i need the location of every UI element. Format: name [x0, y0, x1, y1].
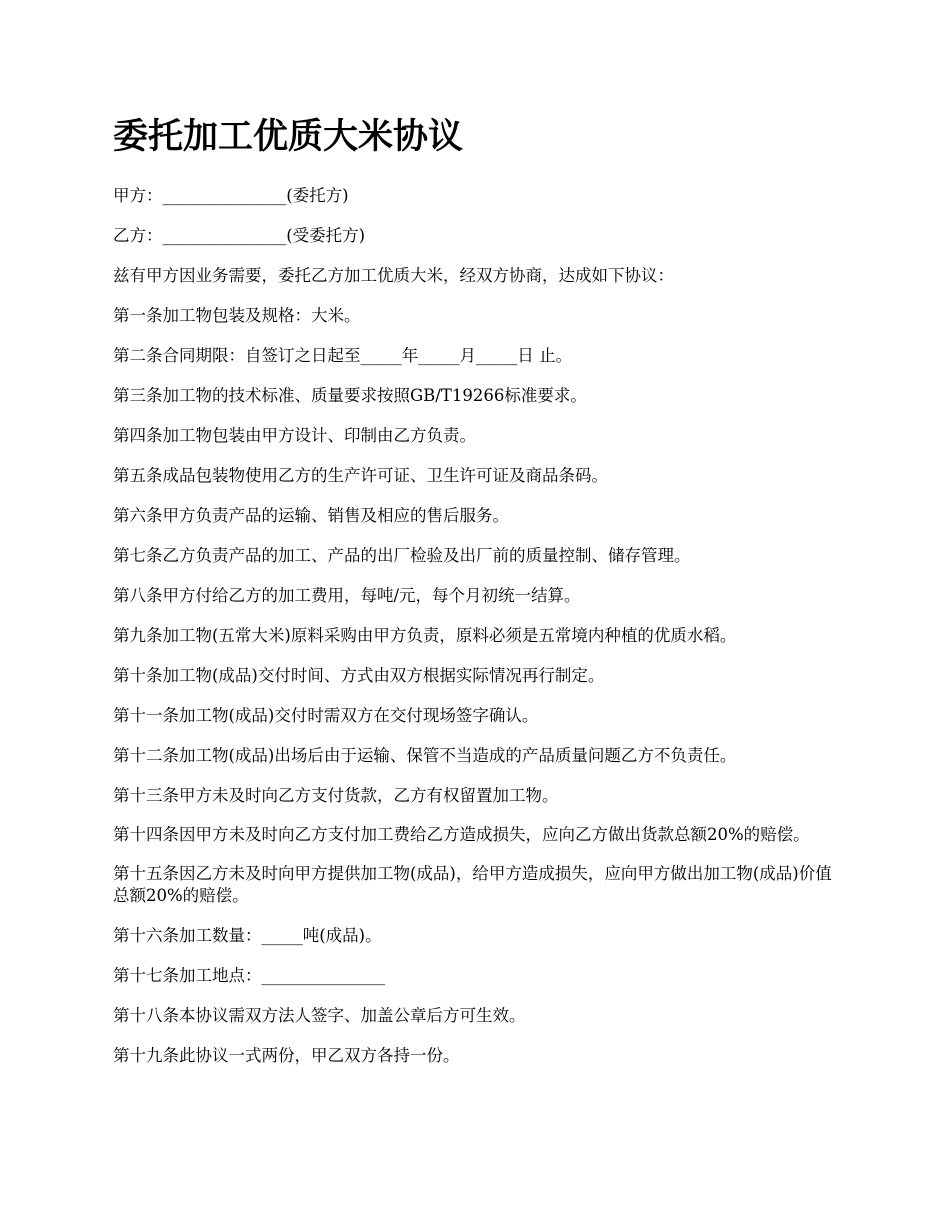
- article-9: 第九条加工物(五常大米)原料采购由甲方负责，原料必须是五常境内种植的优质水稻。: [113, 626, 737, 645]
- article-19: 第十九条此协议一式两份，甲乙双方各持一份。: [113, 1046, 460, 1065]
- party-a-line: 甲方：_______________(委托方): [113, 186, 349, 205]
- party-b-line: 乙方：_______________(受委托方): [113, 226, 366, 245]
- document-title: 委托加工优质大米协议: [113, 116, 464, 157]
- article-7: 第七条乙方负责产品的加工、产品的出厂检验及出厂前的质量控制、储存管理。: [113, 546, 691, 565]
- article-8: 第八条甲方付给乙方的加工费用，每吨/元，每个月初统一结算。: [113, 586, 581, 605]
- article-2: 第二条合同期限：自签订之日起至_____年_____月_____日 止。: [113, 346, 572, 365]
- article-16: 第十六条加工数量：_____吨(成品)。: [113, 926, 382, 945]
- document-page: [113, 112, 838, 1084]
- preamble: 兹有甲方因业务需要，委托乙方加工优质大米，经双方协商，达成如下协议：: [113, 266, 674, 285]
- article-17: 第十七条加工地点：_______________: [113, 966, 386, 985]
- article-18: 第十八条本协议需双方法人签字、加盖公章后方可生效。: [113, 1006, 526, 1025]
- article-12: 第十二条加工物(成品)出场后由于运输、保管不当造成的产品质量问题乙方不负责任。: [113, 746, 737, 765]
- article-3: 第三条加工物的技术标准、质量要求按照GB/T19266标准要求。: [113, 386, 587, 405]
- article-5: 第五条成品包装物使用乙方的生产许可证、卫生许可证及商品条码。: [113, 466, 608, 485]
- article-11: 第十一条加工物(成品)交付时需双方在交付现场签字确认。: [113, 706, 539, 725]
- article-13: 第十三条甲方未及时向乙方支付货款，乙方有权留置加工物。: [113, 786, 559, 805]
- article-1: 第一条加工物包装及规格：大米。: [113, 306, 361, 325]
- article-15: 第十五条因乙方未及时向甲方提供加工物(成品)，给甲方造成损失，应向甲方做出加工物(成品)价值总额20%的赔偿。: [113, 864, 832, 905]
- article-14: 第十四条因甲方未及时向乙方支付加工费给乙方造成损失，应向乙方做出货款总额20%的赔偿。: [113, 825, 810, 844]
- article-6: 第六条甲方负责产品的运输、销售及相应的售后服务。: [113, 506, 509, 525]
- article-10: 第十条加工物(成品)交付时间、方式由双方根据实际情况再行制定。: [113, 666, 605, 685]
- article-4: 第四条加工物包装由甲方设计、印制由乙方负责。: [113, 426, 476, 445]
